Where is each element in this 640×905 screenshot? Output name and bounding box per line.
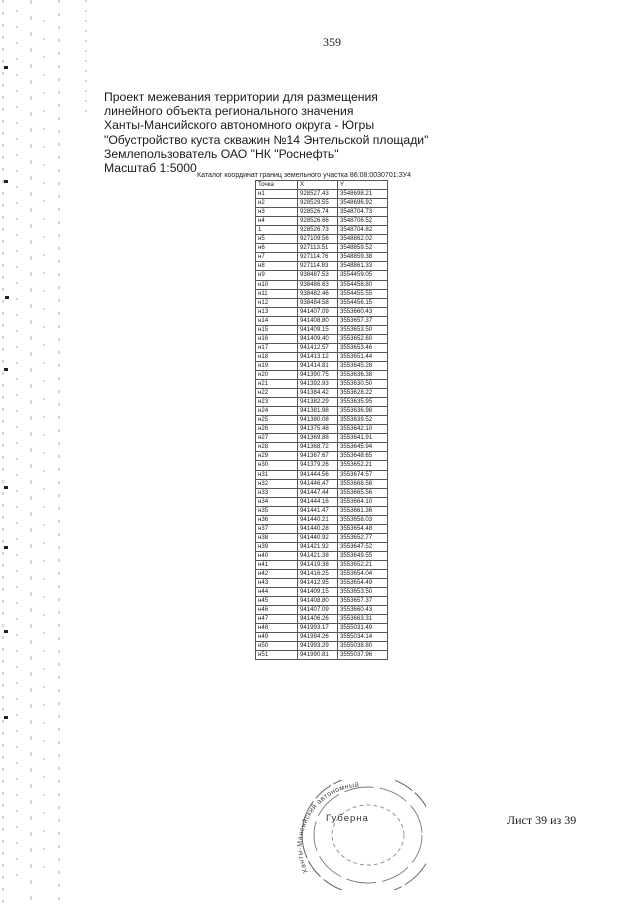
table-row: [256, 217, 388, 226]
table-row: [256, 597, 388, 606]
point-cell: н3: [256, 208, 298, 217]
table-body: [256, 190, 388, 660]
y-cell: 3553651.44: [338, 352, 388, 361]
table-row: [256, 380, 388, 389]
x-cell: 941406.26: [298, 615, 338, 624]
x-cell: 941380.08: [298, 416, 338, 425]
y-cell: 3553645.28: [338, 361, 388, 370]
x-cell: 941412.95: [298, 579, 338, 588]
column-header: Точка: [256, 181, 298, 190]
x-cell: 941412.57: [298, 343, 338, 352]
point-cell: н51: [256, 651, 298, 660]
table-row: [256, 235, 388, 244]
point-cell: н47: [256, 615, 298, 624]
x-cell: 941440.92: [298, 533, 338, 542]
y-cell: 3553630.50: [338, 380, 388, 389]
point-cell: н41: [256, 560, 298, 569]
y-cell: 3554459.05: [338, 271, 388, 280]
point-cell: н6: [256, 244, 298, 253]
y-cell: 3553658.03: [338, 515, 388, 524]
point-cell: н43: [256, 579, 298, 588]
table-row: [256, 208, 388, 217]
table-row: [256, 624, 388, 633]
point-cell: н39: [256, 542, 298, 551]
point-cell: н44: [256, 588, 298, 597]
x-cell: 941407.09: [298, 606, 338, 615]
y-cell: 3555037.96: [338, 651, 388, 660]
x-cell: 928527.43: [298, 190, 338, 199]
table-row: [256, 425, 388, 434]
table-row: [256, 307, 388, 316]
table-header-row: [256, 181, 388, 190]
x-cell: 941414.81: [298, 361, 338, 370]
point-cell: н19: [256, 361, 298, 370]
point-cell: н17: [256, 343, 298, 352]
y-cell: 3553642.10: [338, 425, 388, 434]
y-cell: 3554458.80: [338, 280, 388, 289]
x-cell: 928529.55: [298, 199, 338, 208]
y-cell: 3548704.73: [338, 208, 388, 217]
y-cell: 3555031.49: [338, 624, 388, 633]
x-cell: 941382.29: [298, 398, 338, 407]
table-row: [256, 615, 388, 624]
table-row: [256, 262, 388, 271]
table-row: [256, 271, 388, 280]
point-cell: н38: [256, 533, 298, 542]
table-row: [256, 352, 388, 361]
point-cell: н9: [256, 271, 298, 280]
x-cell: 941407.09: [298, 307, 338, 316]
y-cell: 3553636.98: [338, 407, 388, 416]
x-cell: 941408.80: [298, 597, 338, 606]
table-row: [256, 280, 388, 289]
x-cell: 941419.38: [298, 560, 338, 569]
point-cell: н46: [256, 606, 298, 615]
y-cell: 3553645.94: [338, 443, 388, 452]
point-cell: н30: [256, 461, 298, 470]
table-row: [256, 560, 388, 569]
y-cell: 3553660.43: [338, 606, 388, 615]
table-row: [256, 244, 388, 253]
table-row: [256, 190, 388, 199]
x-cell: 941447.44: [298, 488, 338, 497]
point-cell: н40: [256, 551, 298, 560]
x-cell: 941368.72: [298, 443, 338, 452]
x-cell: 941392.93: [298, 380, 338, 389]
y-cell: 3553661.36: [338, 506, 388, 515]
point-cell: н18: [256, 352, 298, 361]
official-seal: [286, 780, 426, 890]
header-line: Проект межевания территории для размещения: [104, 90, 378, 104]
y-cell: 3553636.38: [338, 370, 388, 379]
y-cell: 3553653.46: [338, 343, 388, 352]
point-cell: н27: [256, 434, 298, 443]
y-cell: 3553639.52: [338, 416, 388, 425]
y-cell: 3554455.55: [338, 289, 388, 298]
point-cell: н25: [256, 416, 298, 425]
x-cell: 941390.75: [298, 370, 338, 379]
table-row: [256, 398, 388, 407]
point-cell: н48: [256, 624, 298, 633]
point-cell: н1: [256, 190, 298, 199]
y-cell: 3553660.43: [338, 307, 388, 316]
table-row: [256, 316, 388, 325]
y-cell: 3548862.02: [338, 235, 388, 244]
table-row: [256, 633, 388, 642]
table-row: [256, 226, 388, 235]
x-cell: 938487.53: [298, 271, 338, 280]
point-cell: н32: [256, 479, 298, 488]
point-cell: н4: [256, 217, 298, 226]
y-cell: 3553654.04: [338, 570, 388, 579]
y-cell: 3548704.82: [338, 226, 388, 235]
table-row: [256, 416, 388, 425]
table-row: [256, 533, 388, 542]
point-cell: н5: [256, 235, 298, 244]
header-line: "Обустройство куста скважин №14 Энтельской площади": [104, 132, 429, 147]
x-cell: 941440.28: [298, 524, 338, 533]
y-cell: 3553663.31: [338, 615, 388, 624]
table-row: [256, 542, 388, 551]
table-row: [256, 199, 388, 208]
table-row: [256, 570, 388, 579]
table-row: [256, 651, 388, 660]
table-row: [256, 588, 388, 597]
column-header: Y: [338, 181, 388, 190]
x-cell: 941421.92: [298, 542, 338, 551]
point-cell: н20: [256, 370, 298, 379]
x-cell: 941994.26: [298, 633, 338, 642]
point-cell: н28: [256, 443, 298, 452]
y-cell: 3555034.14: [338, 633, 388, 642]
point-cell: н16: [256, 334, 298, 343]
table-row: [256, 579, 388, 588]
x-cell: 941421.38: [298, 551, 338, 560]
table-row: [256, 370, 388, 379]
x-cell: 938486.63: [298, 280, 338, 289]
point-cell: н33: [256, 488, 298, 497]
y-cell: 3553628.22: [338, 389, 388, 398]
point-cell: н35: [256, 506, 298, 515]
table-row: [256, 524, 388, 533]
x-cell: 928526.74: [298, 208, 338, 217]
document-header: [104, 90, 434, 175]
point-cell: н15: [256, 325, 298, 334]
x-cell: 941990.81: [298, 651, 338, 660]
y-cell: 3553647.52: [338, 542, 388, 551]
x-cell: 941446.47: [298, 479, 338, 488]
table-row: [256, 452, 388, 461]
y-cell: 3548698.21: [338, 190, 388, 199]
y-cell: 3553652.21: [338, 461, 388, 470]
table-row: [256, 434, 388, 443]
x-cell: 941413.12: [298, 352, 338, 361]
table-row: [256, 479, 388, 488]
point-cell: н31: [256, 470, 298, 479]
header-line: Масштаб 1:5000: [104, 161, 197, 176]
y-cell: 3553654.49: [338, 579, 388, 588]
table-row: [256, 389, 388, 398]
point-cell: н37: [256, 524, 298, 533]
x-cell: 941416.25: [298, 570, 338, 579]
x-cell: 941409.15: [298, 325, 338, 334]
point-cell: н26: [256, 425, 298, 434]
y-cell: 3553649.55: [338, 551, 388, 560]
x-cell: 941440.21: [298, 515, 338, 524]
sheet-counter: Лист 39 из 39: [507, 813, 577, 827]
table-row: [256, 606, 388, 615]
point-cell: н22: [256, 389, 298, 398]
y-cell: 3553648.65: [338, 452, 388, 461]
y-cell: 3553652.77: [338, 533, 388, 542]
coordinates-table: [255, 180, 388, 660]
y-cell: 3553635.95: [338, 398, 388, 407]
header-line: Землепользователь ОАО "НК "Роснефть": [104, 146, 339, 161]
table-row: [256, 334, 388, 343]
y-cell: 3553668.58: [338, 479, 388, 488]
y-cell: 3553653.50: [338, 588, 388, 597]
point-cell: н11: [256, 289, 298, 298]
y-cell: 3553657.37: [338, 597, 388, 606]
y-cell: 3553641.91: [338, 434, 388, 443]
table-row: [256, 642, 388, 651]
y-cell: 3553674.57: [338, 470, 388, 479]
point-cell: н34: [256, 497, 298, 506]
x-cell: 941441.47: [298, 506, 338, 515]
x-cell: 941369.88: [298, 434, 338, 443]
point-cell: н50: [256, 642, 298, 651]
y-cell: 3548696.92: [338, 199, 388, 208]
page-number: 359: [323, 35, 341, 49]
table-row: [256, 361, 388, 370]
point-cell: н10: [256, 280, 298, 289]
table-row: [256, 470, 388, 479]
y-cell: 3553654.48: [338, 524, 388, 533]
x-cell: 941993.29: [298, 642, 338, 651]
x-cell: 941367.67: [298, 452, 338, 461]
y-cell: 3553653.50: [338, 325, 388, 334]
header-line: Ханты-Мансийского автономного округа - Югры: [104, 118, 375, 133]
x-cell: 938484.58: [298, 298, 338, 307]
table-row: [256, 551, 388, 560]
table-row: [256, 253, 388, 262]
x-cell: 941409.15: [298, 588, 338, 597]
y-cell: 3553652.60: [338, 334, 388, 343]
y-cell: 3548859.52: [338, 244, 388, 253]
x-cell: 941379.26: [298, 461, 338, 470]
table-caption: Каталог координат границ земельного участка 86:08:0030701:ЗУ4: [197, 172, 412, 179]
point-cell: н23: [256, 398, 298, 407]
point-cell: н45: [256, 597, 298, 606]
x-cell: 941384.42: [298, 389, 338, 398]
y-cell: 3553665.56: [338, 488, 388, 497]
point-cell: н2: [256, 199, 298, 208]
point-cell: н49: [256, 633, 298, 642]
point-cell: н13: [256, 307, 298, 316]
point-cell: 1: [256, 226, 298, 235]
table-row: [256, 461, 388, 470]
point-cell: н14: [256, 316, 298, 325]
table-row: [256, 497, 388, 506]
x-cell: 941408.80: [298, 316, 338, 325]
y-cell: 3554456.15: [338, 298, 388, 307]
column-header: X: [298, 181, 338, 190]
x-cell: 941444.16: [298, 497, 338, 506]
point-cell: н29: [256, 452, 298, 461]
x-cell: 941381.98: [298, 407, 338, 416]
table-row: [256, 443, 388, 452]
point-cell: н8: [256, 262, 298, 271]
point-cell: н21: [256, 380, 298, 389]
table-row: [256, 298, 388, 307]
x-cell: 928526.73: [298, 226, 338, 235]
table-row: [256, 407, 388, 416]
table-row: [256, 488, 388, 497]
x-cell: 938482.46: [298, 289, 338, 298]
x-cell: 941409.40: [298, 334, 338, 343]
y-cell: 3555038.80: [338, 642, 388, 651]
x-cell: 927114.83: [298, 262, 338, 271]
x-cell: 941444.56: [298, 470, 338, 479]
x-cell: 927109.56: [298, 235, 338, 244]
table-row: [256, 343, 388, 352]
svg-text:Ханты-Мансийский автономный: Ханты-Мансийский автономный: [296, 781, 360, 875]
y-cell: 3548706.52: [338, 217, 388, 226]
point-cell: н7: [256, 253, 298, 262]
svg-text:Губерна: Губерна: [326, 813, 369, 824]
x-cell: 928526.66: [298, 217, 338, 226]
table-row: [256, 506, 388, 515]
y-cell: 3548861.33: [338, 262, 388, 271]
x-cell: 941993.17: [298, 624, 338, 633]
x-cell: 927114.76: [298, 253, 338, 262]
table-row: [256, 515, 388, 524]
table-row: [256, 325, 388, 334]
y-cell: 3553657.37: [338, 316, 388, 325]
header-line: линейного объекта регионального значения: [104, 104, 354, 119]
y-cell: 3553652.21: [338, 560, 388, 569]
point-cell: н24: [256, 407, 298, 416]
point-cell: н12: [256, 298, 298, 307]
y-cell: 3548859.38: [338, 253, 388, 262]
x-cell: 927113.51: [298, 244, 338, 253]
y-cell: 3553664.10: [338, 497, 388, 506]
x-cell: 941375.48: [298, 425, 338, 434]
point-cell: н36: [256, 515, 298, 524]
table-row: [256, 289, 388, 298]
point-cell: н42: [256, 570, 298, 579]
